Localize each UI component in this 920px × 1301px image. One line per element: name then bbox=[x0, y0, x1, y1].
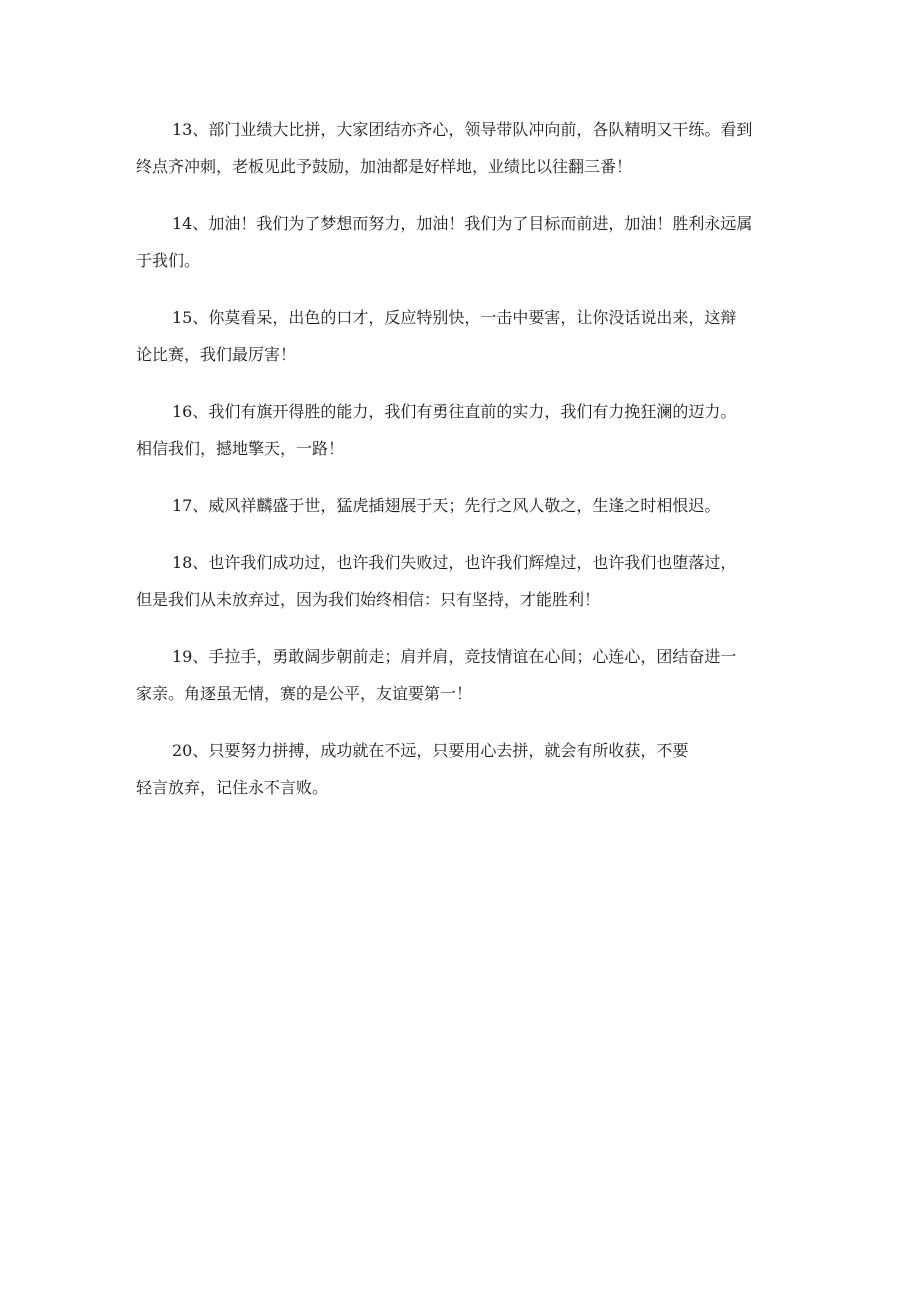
paragraph-line: 17、威风祥麟盛于世，猛虎插翅展于天；先行之风人敬之，生逢之时相恨迟。 bbox=[172, 496, 721, 515]
paragraph-line: 家亲。角逐虽无情，赛的是公平，友谊要第一！ bbox=[136, 684, 473, 703]
paragraph-line: 13、部门业绩大比拼，大家团结亦齐心，领导带队冲向前，各队精明又干练。看到 bbox=[172, 120, 753, 139]
paragraph-19 bbox=[136, 638, 784, 712]
paragraph-line: 19、手拉手，勇敢阔步朝前走；肩并肩，竞技情谊在心间；心连心，团结奋进一 bbox=[172, 647, 737, 666]
paragraph-line: 14、加油！我们为了梦想而努力，加油！我们为了目标而前进，加油！胜利永远属 bbox=[172, 214, 753, 233]
paragraph-line: 相信我们，撼地擎天，一路！ bbox=[136, 439, 345, 458]
paragraph-line: 20、只要努力拼搏，成功就在不远，只要用心去拼，就会有所收获，不要 bbox=[172, 741, 689, 760]
paragraph-line: 轻言放弃，记住永不言败。 bbox=[136, 778, 329, 797]
paragraph-17 bbox=[136, 487, 784, 524]
paragraph-18 bbox=[136, 544, 784, 618]
paragraph-15 bbox=[136, 299, 784, 373]
document-body bbox=[136, 111, 784, 826]
paragraph-line: 终点齐冲刺，老板见此予鼓励，加油都是好样地，业绩比以往翻三番！ bbox=[136, 157, 633, 176]
paragraph-line: 于我们。 bbox=[136, 251, 201, 270]
paragraph-line: 16、我们有旗开得胜的能力，我们有勇往直前的实力，我们有力挽狂澜的迈力。 bbox=[172, 402, 737, 421]
paragraph-16 bbox=[136, 393, 784, 467]
paragraph-line: 论比赛，我们最厉害！ bbox=[136, 345, 297, 364]
paragraph-line: 18、也许我们成功过，也许我们失败过，也许我们辉煌过，也许我们也堕落过， bbox=[172, 553, 737, 572]
paragraph-line: 但是我们从未放弃过，因为我们始终相信：只有坚持，才能胜利！ bbox=[136, 590, 601, 609]
paragraph-13 bbox=[136, 111, 784, 185]
paragraph-20 bbox=[136, 732, 784, 806]
paragraph-14 bbox=[136, 205, 784, 279]
paragraph-line: 15、你莫看呆，出色的口才，反应特别快，一击中要害，让你没话说出来，这辩 bbox=[172, 308, 737, 327]
